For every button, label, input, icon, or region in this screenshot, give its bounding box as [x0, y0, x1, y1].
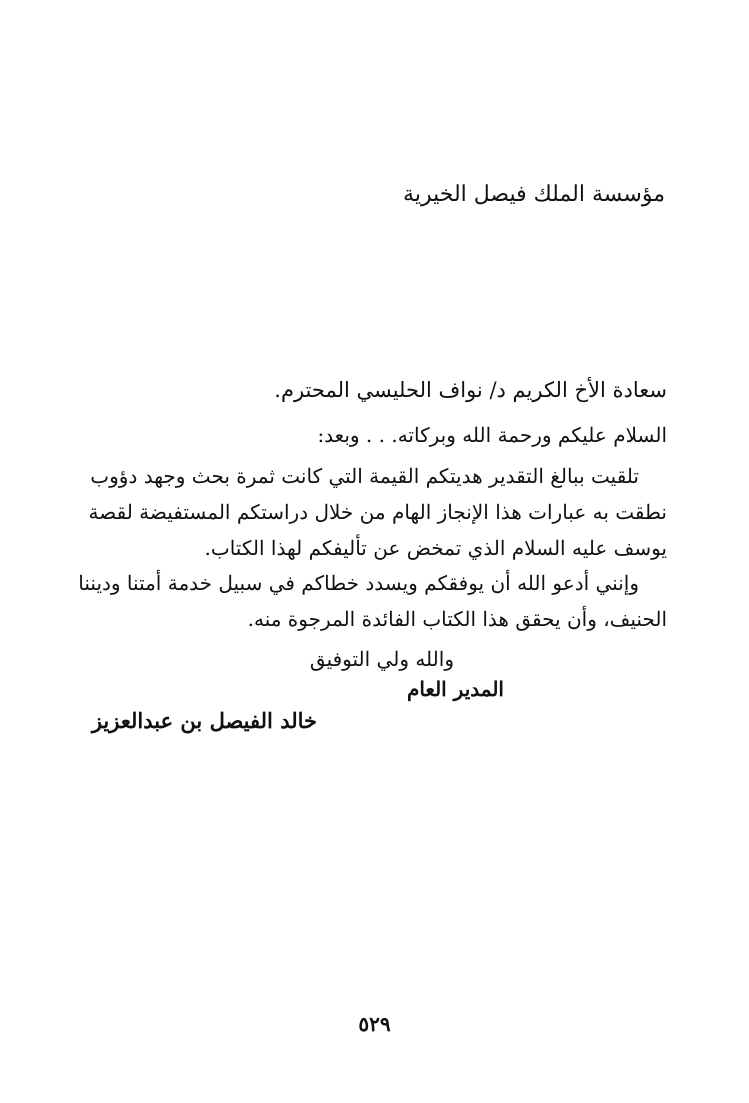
letter-paragraph-2: [78, 565, 667, 637]
paragraph-2-line-2: الحنيف، وأن يحقق هذا الكتاب الفائدة المرجوة منه.: [247, 607, 667, 631]
organization-header: مؤسسة الملك فيصل الخيرية: [403, 182, 665, 207]
paragraph-2-line-1: وإنني أدعو الله أن يوفقكم ويسدد خطاكم في سبيل خدمة أمتنا وديننا: [78, 571, 639, 595]
greeting-line: السلام عليكم ورحمة الله وبركاته. . . وبعد:: [317, 423, 667, 447]
signatory-name: خالد الفيصل بن عبدالعزيز: [91, 708, 317, 733]
salutation-line: سعادة الأخ الكريم د/ نواف الحليسي المحترم.: [274, 378, 667, 402]
paragraph-1-line-3: يوسف عليه السلام الذي تمخض عن تأليفكم لهذا الكتاب.: [204, 536, 667, 560]
paragraph-1-line-1: تلقيت ببالغ التقدير هديتكم القيمة التي كانت ثمرة بحث وجهد دؤوب: [90, 464, 639, 488]
page-number: ٥٢٩: [358, 1012, 391, 1036]
letter-paragraph-1: [88, 458, 667, 566]
signatory-title: المدير العام: [406, 677, 504, 701]
paragraph-1-line-2: نطقت به عبارات هذا الإنجاز الهام من خلال دراستكم المستفيضة لقصة: [88, 500, 667, 524]
closing-line: والله ولي التوفيق: [309, 647, 454, 671]
